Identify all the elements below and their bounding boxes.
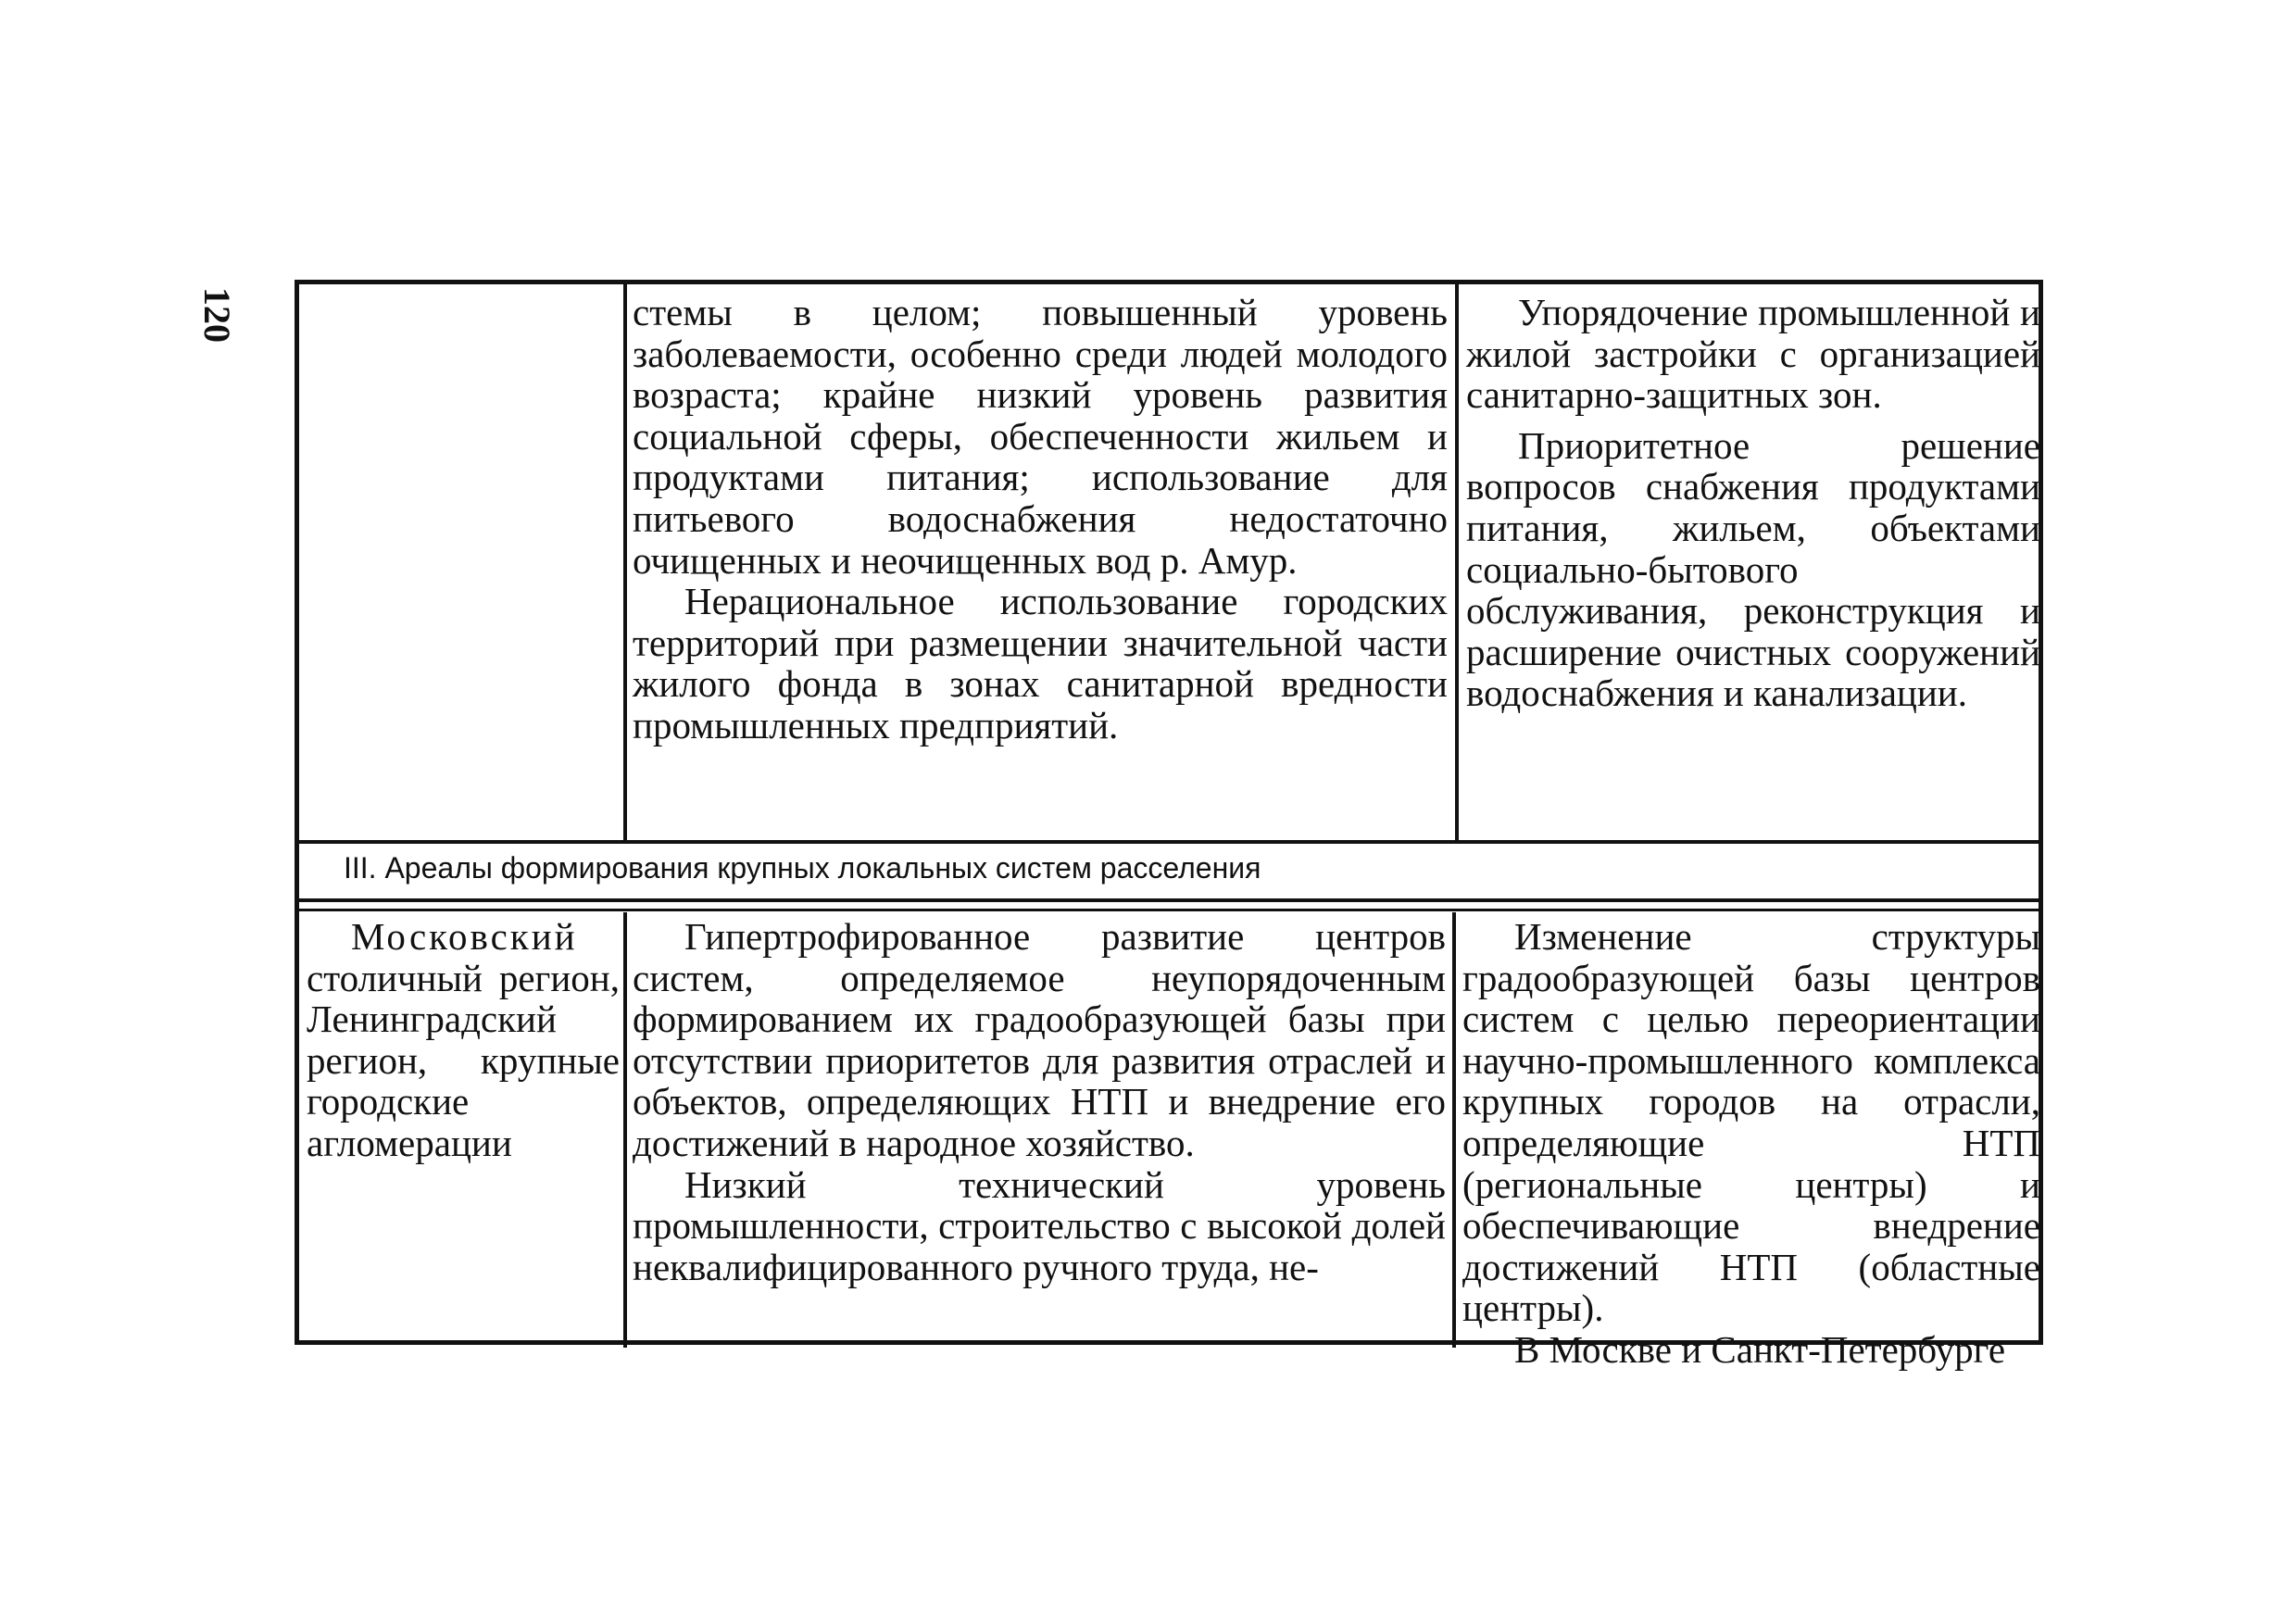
row3-region-rest: столичный регион, Ленинградский регион, крупные городские агломерации [307, 956, 620, 1164]
row3-problems-text-1: Гипертрофированное развитие центров систем, определяемое неупорядоченным формированием их градообразующей базы при отсутствии приоритетов для развития отраслей и объектов, определяющих НТП и внедрение его достижений в народное хозяйство. [633, 915, 1446, 1164]
column-divider-1-lower [623, 912, 627, 1348]
row3-measures-text-2: В Москве и Санкт-Петербурге [1514, 1327, 2006, 1371]
row1-problems-text-2: Нерациональное использование городских территорий при размещении значительной части жилого фонда в зонах санитарной вредности промышленных предприятий. [633, 580, 1448, 747]
row1-measures-text-1: Упорядочение промышленной и жилой застройки с организацией санитарно-защитных зон. [1466, 291, 2040, 417]
column-divider-2 [1455, 284, 1459, 843]
row1-measures-cell [1466, 292, 2040, 714]
page-number: 120 [196, 287, 238, 343]
row1-problems-cell [633, 292, 1448, 747]
row3-problems-cell [633, 916, 1446, 1287]
column-divider-1 [623, 284, 627, 843]
row-divider-bottom [299, 898, 2039, 902]
section-heading: III. Ареалы формирования крупных локальных систем расселения [344, 851, 1261, 885]
row3-region-cell [307, 916, 620, 1164]
row3-problems-text-2: Низкий технический уровень промышленности, строительство с высокой долей неквалифицированного ручного труда, не- [633, 1162, 1446, 1288]
row1-problems-text-1: стемы в целом; повышенный уровень заболеваемости, особенно среди людей молодого возраста; крайне низкий уровень развития социальной сферы, обеспеченности жильем и продуктами питания; использование для питьевого водоснабжения недостаточно очищенных и неочищенных вод р. Амур. [633, 291, 1448, 582]
row1-measures-text-2: Приоритетное решение вопросов снабжения продуктами питания, жильем, объектами социально-бытового обслуживания, реконструкция и расширение очистных сооружений водоснабжения и канализации. [1466, 423, 2040, 715]
row3-region-text [307, 916, 620, 1164]
row-divider-top [299, 840, 2039, 844]
column-divider-2-lower [1452, 912, 1456, 1348]
row3-measures-text-1: Изменение структуры градообразующей базы центров систем с целью переориентации научно-промышленного комплекса крупных городов на отрасли, определяющие НТП (региональные центры) и обеспечивающие внедрение достижений НТП (областные центры). [1462, 915, 2040, 1330]
row-divider-bottom-inner [299, 909, 2039, 911]
row3-region-lead: Московский [351, 915, 578, 958]
row3-measures-cell [1462, 916, 2040, 1371]
regional-problems-table [295, 280, 2043, 1371]
